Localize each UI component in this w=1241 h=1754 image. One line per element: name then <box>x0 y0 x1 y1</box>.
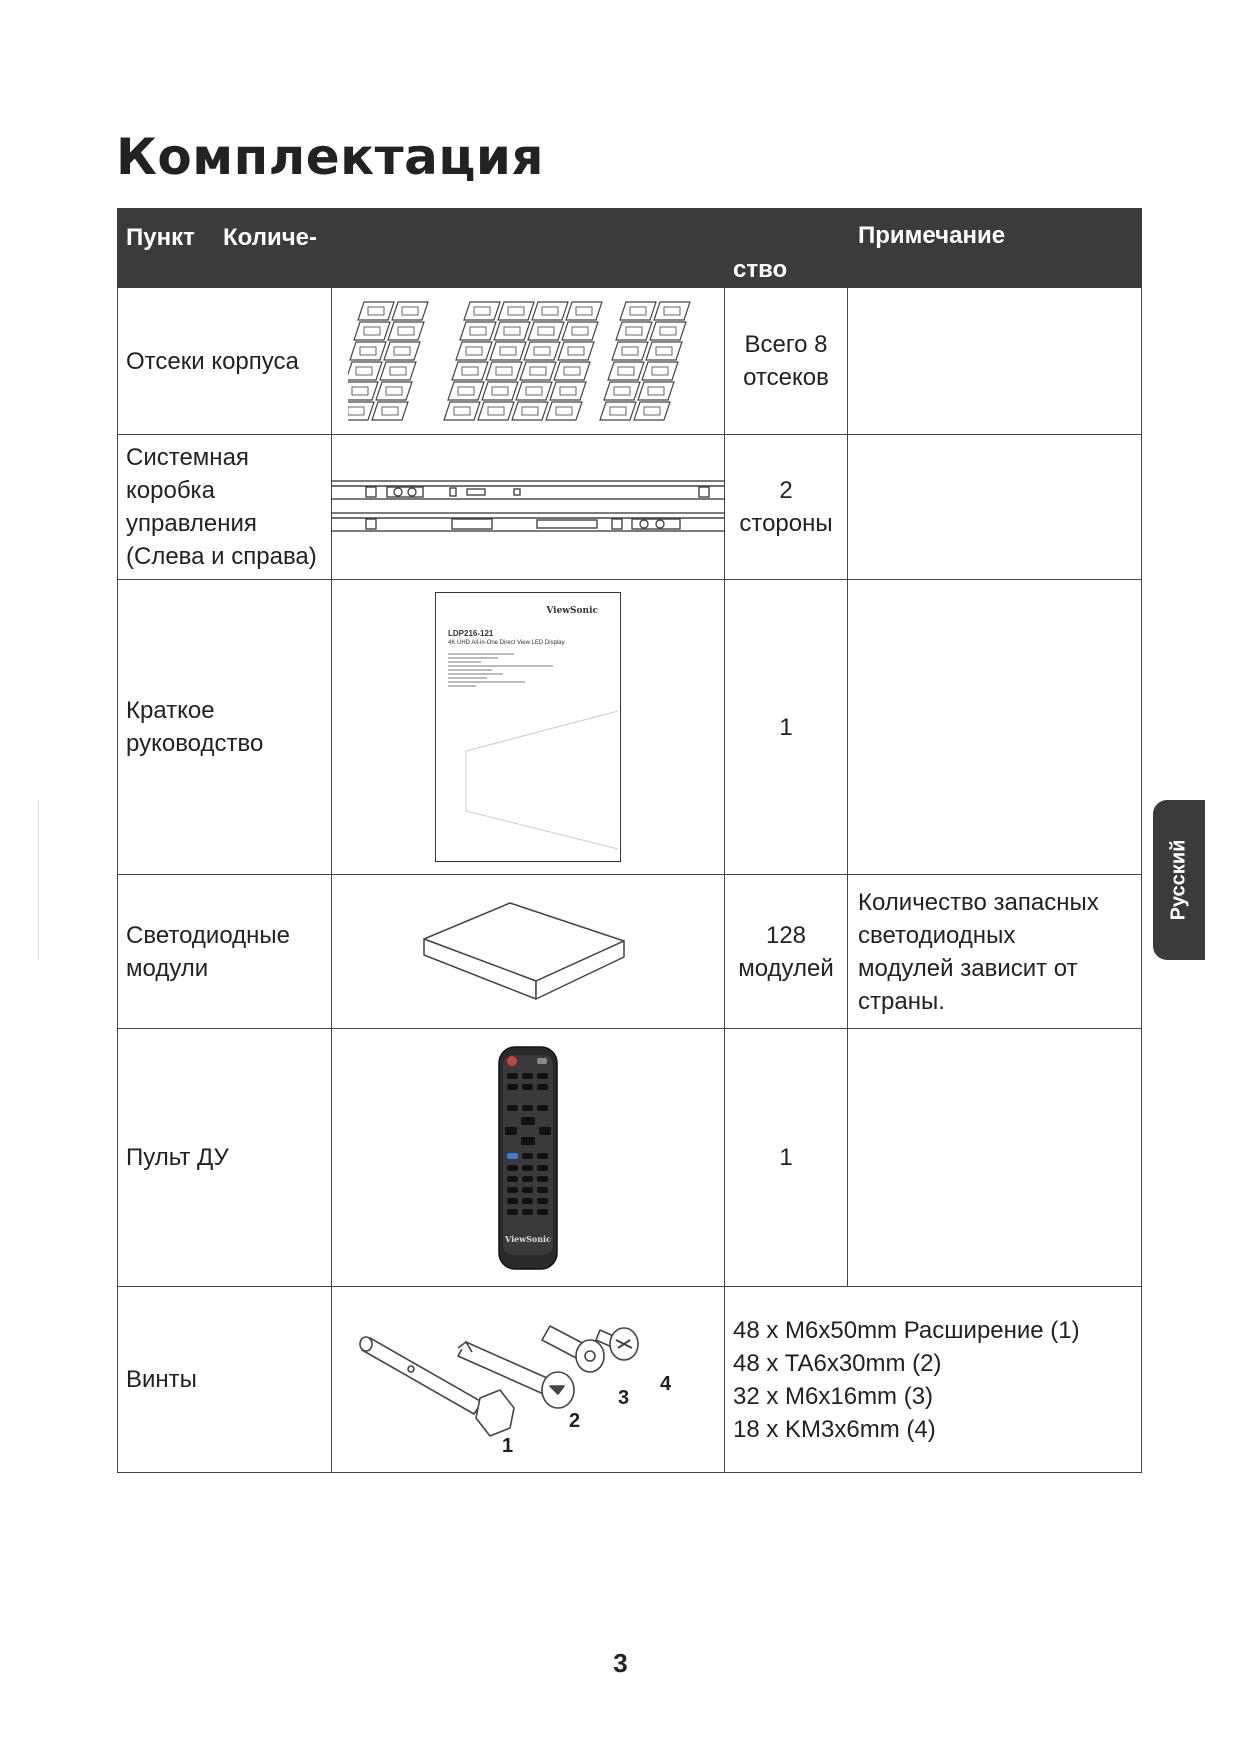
cabinet-panel <box>532 302 568 320</box>
item-note <box>848 435 1142 580</box>
margin-line <box>38 800 39 960</box>
cabinet-panel <box>524 342 560 360</box>
remote-key <box>537 1105 548 1111</box>
item-qty <box>725 875 848 1029</box>
item-image <box>332 1287 725 1473</box>
note-line: страны. <box>858 987 945 1015</box>
cabinet-panel <box>384 342 420 360</box>
cabinet-panel <box>482 382 518 400</box>
cabinet-panel <box>490 342 526 360</box>
cabinet-panel <box>550 382 586 400</box>
remote-key <box>521 1137 535 1145</box>
cabinet-panel <box>620 302 656 320</box>
qty-line: модулей <box>738 954 834 982</box>
cabinet-panel <box>520 362 556 380</box>
item-note <box>848 875 1142 1029</box>
qty-line: 128 <box>765 921 807 949</box>
remote-key <box>522 1209 533 1215</box>
item-note <box>848 580 1142 875</box>
item-image <box>332 875 725 1029</box>
item-image <box>332 288 725 435</box>
cabinet-panel <box>554 362 590 380</box>
language-tab-label: Русский <box>1167 839 1190 921</box>
table-row <box>118 1287 1142 1473</box>
qty-line: 2 <box>779 477 793 504</box>
cabinet-panel <box>350 342 386 360</box>
cabinet-panel <box>498 302 534 320</box>
remote-key <box>537 1187 548 1193</box>
remote-key <box>522 1198 533 1204</box>
header-qty-part1: Количе- <box>223 224 317 251</box>
item-name: Винты <box>118 1287 332 1473</box>
led-module-illustration <box>418 887 638 1017</box>
cabinet-panel <box>612 342 648 360</box>
cabinet-panel <box>654 302 690 320</box>
remote-key <box>537 1153 548 1159</box>
cabinet-panel <box>604 382 640 400</box>
remote-key <box>521 1117 535 1125</box>
note-line: Количество запасных <box>858 888 1099 916</box>
cabinet-panel <box>638 382 674 400</box>
cabinet-panel <box>634 402 670 420</box>
cabinet-panel <box>358 302 394 320</box>
cabinet-panel <box>372 402 408 420</box>
screw-line: 18 x KM3x6mm (4) <box>733 1415 936 1443</box>
cabinet-panel <box>600 402 636 420</box>
screw-line: 48 x M6x50mm Расширение (1) <box>733 1316 1080 1344</box>
cabinet-panel <box>392 302 428 320</box>
guide-model: LDP216-121 <box>448 629 494 638</box>
remote-key <box>507 1084 518 1090</box>
remote-brand-logo: ViewSonic <box>505 1233 551 1244</box>
cabinet-panel <box>376 382 412 400</box>
remote-key <box>537 1073 548 1079</box>
remote-key <box>507 1209 518 1215</box>
item-name: Системная коробка управления (Слева и справа) <box>118 435 332 580</box>
header-note: Примечание <box>858 222 1006 249</box>
remote-key <box>522 1084 533 1090</box>
item-image <box>332 435 725 580</box>
guide-language-lines <box>448 651 558 689</box>
header-qty-cell <box>725 209 848 288</box>
screw-label-4: 4 <box>660 1372 672 1395</box>
remote-key <box>505 1127 517 1135</box>
remote-key <box>537 1198 548 1204</box>
page-number: 3 <box>613 1648 628 1678</box>
cabinet-illustration <box>348 296 708 426</box>
item-qty <box>725 288 848 435</box>
cabinet-panel <box>348 402 374 420</box>
cabinet-panel <box>486 362 522 380</box>
remote-key <box>537 1084 548 1090</box>
screw-label-3: 3 <box>618 1386 630 1409</box>
screw-label-2: 2 <box>569 1409 581 1432</box>
cabinet-panel <box>380 362 416 380</box>
quick-guide-illustration <box>435 592 621 862</box>
remote-key <box>537 1176 548 1182</box>
cabinet-panel <box>608 362 644 380</box>
table-row <box>118 435 1142 580</box>
item-qty <box>725 435 848 580</box>
note-line: светодиодных <box>858 921 1016 949</box>
cabinet-panel <box>388 322 424 340</box>
cabinet-panel <box>566 302 602 320</box>
note-line: модулей зависит от <box>858 954 1078 982</box>
table-row <box>118 288 1142 435</box>
cabinet-panel <box>444 402 480 420</box>
remote-key <box>537 1165 548 1171</box>
cabinet-panel <box>562 322 598 340</box>
item-qty <box>725 580 848 875</box>
item-image <box>332 1029 725 1287</box>
cabinet-panel <box>456 342 492 360</box>
item-qty <box>725 1029 848 1287</box>
qty-line: 1 <box>779 1144 793 1171</box>
cabinet-panel <box>616 322 652 340</box>
cabinet-panel <box>494 322 530 340</box>
remote-key <box>537 1209 548 1215</box>
remote-key <box>507 1198 518 1204</box>
item-note <box>848 1029 1142 1287</box>
remote-key <box>539 1127 551 1135</box>
remote-key <box>507 1153 518 1159</box>
remote-key <box>522 1153 533 1159</box>
table-header-row <box>118 209 1142 288</box>
remote-key <box>522 1187 533 1193</box>
item-note <box>848 288 1142 435</box>
cabinet-panel <box>650 322 686 340</box>
cabinet-panel <box>646 342 682 360</box>
item-image <box>332 580 725 875</box>
table-row <box>118 875 1142 1029</box>
screw-line: 48 x TA6x30mm (2) <box>733 1349 942 1377</box>
remote-key <box>507 1187 518 1193</box>
cabinet-panel <box>642 362 678 380</box>
header-note-cell <box>848 209 1142 288</box>
item-name: Светодиодные модули <box>118 875 332 1029</box>
cabinet-panel <box>546 402 582 420</box>
screw-label-1: 1 <box>502 1434 514 1457</box>
remote-key <box>507 1105 518 1111</box>
guide-subtitle: 4K UHD All-in-One Direct View LED Display <box>448 640 565 646</box>
cabinet-panel <box>528 322 564 340</box>
cabinet-panel <box>558 342 594 360</box>
remote-key <box>522 1176 533 1182</box>
remote-key <box>507 1073 518 1079</box>
remote-key <box>507 1176 518 1182</box>
remote-key <box>522 1073 533 1079</box>
remote-control-illustration <box>493 1043 563 1273</box>
header-qty-part2: ство <box>733 256 788 283</box>
item-name: Пульт ДУ <box>118 1029 332 1287</box>
screws-illustration <box>332 1290 725 1470</box>
table-row <box>118 1029 1142 1287</box>
table-row <box>118 580 1142 875</box>
cabinet-panel <box>354 322 390 340</box>
screw-line: 32 x M6x16mm (3) <box>733 1382 934 1410</box>
remote-key <box>522 1165 533 1171</box>
remote-key <box>522 1105 533 1111</box>
cabinet-panel <box>448 382 484 400</box>
cabinet-panel <box>478 402 514 420</box>
control-box-illustration <box>332 467 725 547</box>
cabinet-panel <box>452 362 488 380</box>
item-name: Отсеки корпуса <box>118 288 332 435</box>
cabinet-panel <box>516 382 552 400</box>
item-name: Краткое руководство <box>118 580 332 875</box>
qty-line: Всего 8 <box>744 331 828 358</box>
package-contents-table <box>117 208 1142 1473</box>
cabinet-panel <box>512 402 548 420</box>
cabinet-panel <box>348 362 382 380</box>
language-tab <box>1153 800 1205 960</box>
guide-brand-logo: ViewSonic <box>546 606 598 616</box>
qty-line: отсеков <box>743 364 829 391</box>
cabinet-panel <box>460 322 496 340</box>
page-title: Комплектация <box>116 128 545 186</box>
remote-key <box>507 1165 518 1171</box>
screws-list <box>725 1287 1142 1473</box>
qty-line: 1 <box>779 713 793 741</box>
header-item: Пункт <box>126 224 195 251</box>
cabinet-panel <box>464 302 500 320</box>
guide-cover-graphic <box>436 711 619 851</box>
header-item-cell <box>118 209 725 288</box>
qty-line: стороны <box>739 510 833 537</box>
